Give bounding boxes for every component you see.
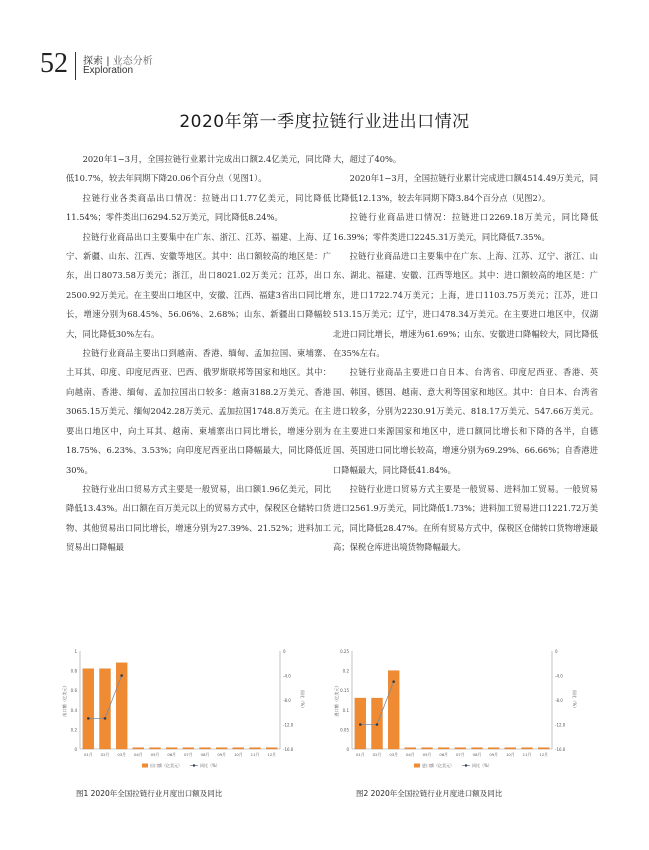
x-tick-label: 08月 [200, 752, 210, 757]
x-tick-label: 12月 [267, 752, 276, 757]
y2-axis-title: 同比（%） [300, 689, 305, 711]
x-tick-label: 02月 [372, 752, 382, 757]
paragraph: 拉链行业商品主要进口自日本、台湾省、印度尼西亚、香港、英国、韩国、德国、越南、意大利等国家和地区。其中：自日本、台湾省进口较多，分别为2230.91万美元、818.17万美元、547.66万美元。在主要进口来源国家和地区中，进口额同比增长和下降的各半，自德国、英国进口同比增长较高，增速分别为69.29%、66.66%；自香港进口降幅最大，同比降低41.84%。 [333, 367, 598, 475]
bar-08月 [200, 748, 211, 749]
y-tick-label: 0 [346, 747, 349, 752]
yoy-point-01月 [87, 717, 90, 720]
paragraph: 拉链行业出口贸易方式主要是一般贸易，出口额1.96亿美元，同比降低13.43%。出口额在百万美元以上的贸易方式中，保税区仓储转口货物、其他贸易出口同比增长，增速分别为27.39%、21.52%；进料加工贸易出口降幅最 [66, 483, 331, 553]
yoy-point-03月 [392, 680, 395, 683]
bar-04月 [405, 748, 416, 749]
y-tick-label: 0.2 [70, 727, 77, 733]
x-tick-label: 11月 [250, 752, 260, 757]
yoy-point-01月 [359, 723, 362, 726]
bar-10月 [233, 748, 244, 749]
y-axis-title: 出口额（亿美元） [62, 683, 67, 717]
x-tick-label: 09月 [489, 752, 498, 757]
legend-line-label: 同比（%） [200, 763, 220, 768]
y2-tick-label: -12.0 [283, 722, 294, 728]
bar-06月 [166, 748, 177, 749]
x-tick-label: 07月 [184, 752, 193, 757]
section-title-cn: 探索 [83, 56, 103, 67]
figure-export-chart [58, 645, 308, 785]
paragraph: 拉链行业商品进口情况：拉链进口2269.18万美元，同比降低16.39%；零件类进口2245.31万美元，同比降低7.35%。 [333, 212, 598, 242]
y-tick-label: 0.6 [70, 688, 77, 694]
bar-09月 [488, 748, 499, 749]
y-tick-label: 0.1 [342, 707, 349, 713]
import-chart-svg [330, 645, 580, 785]
y-tick-label: 0 [74, 747, 77, 752]
y-tick-label: 0.8 [70, 668, 77, 674]
legend-bar-swatch [142, 764, 148, 768]
x-tick-label: 08月 [472, 752, 482, 757]
x-tick-label: 05月 [150, 752, 160, 757]
paragraph-continued: 大，超过了40%。 [333, 154, 402, 164]
page-number: 52 [40, 48, 68, 79]
y2-axis-title: 同比（%） [572, 689, 577, 711]
y-tick-label: 0.2 [342, 668, 349, 674]
legend-line-marker [193, 764, 195, 766]
figure-2-caption: 图2 2020年全国拉链行业月度进口额及同比 [356, 789, 503, 798]
header-divider [75, 52, 76, 80]
legend-bar-label: 进口额（亿美元） [422, 763, 454, 768]
paragraph: 2020年1−3月，全国拉链行业累计完成出口额2.4亿美元，同比降低10.7%，较去年同期下降20.06个百分点（见图1）。 [66, 154, 331, 184]
paragraph: 拉链行业进口贸易方式主要是一般贸易、进料加工贸易。一般贸易进口2561.9万美元，同比降低1.73%；进料加工贸易进口1221.72万美元，同比降低28.47%。在所有贸易方式中，保税区仓储转口货物增速最高；保税仓库进出境货物降幅最大。 [333, 483, 598, 553]
y-tick-label: 0.15 [340, 688, 349, 694]
legend-line-marker [465, 764, 467, 766]
bar-07月 [183, 748, 194, 749]
x-tick-label: 05月 [422, 752, 432, 757]
paragraph: 2020年1−3月，全国拉链行业累计完成进口额4514.49万美元，同比降低12.13%，较去年同期下降3.84个百分点（见图2）。 [333, 173, 598, 203]
x-tick-label: 04月 [406, 752, 415, 757]
y-tick-label: 0.4 [70, 707, 77, 713]
section-title-en: Exploration [83, 65, 134, 76]
section-subtitle: 业态分析 [112, 56, 153, 67]
x-tick-label: 03月 [389, 752, 398, 757]
x-tick-label: 02月 [100, 752, 110, 757]
x-tick-label: 10月 [506, 752, 515, 757]
x-tick-label: 07月 [456, 752, 465, 757]
x-tick-label: 09月 [217, 752, 226, 757]
bar-11月 [250, 748, 261, 749]
bar-12月 [538, 748, 549, 749]
y2-tick-label: -16.0 [555, 747, 566, 752]
y2-tick-label: -8.0 [555, 698, 563, 703]
yoy-point-03月 [120, 674, 123, 677]
paragraph: 拉链行业各类商品出口情况：拉链出口1.77亿美元，同比降低11.54%；零件类出口6294.52万美元，同比降低8.24%。 [66, 192, 331, 223]
bar-08月 [472, 748, 483, 749]
bar-01月 [83, 669, 94, 749]
paragraph: 拉链行业商品进口主要集中在广东、上海、江苏、辽宁、浙江、山东、湖北、福建、安徽、江西等地区。其中：进口额较高的地区是：广东，进口1722.74万美元；上海，进口1103.75万美元；江苏，进口513.15万美元；辽宁，进口478.34万美元。在主要进口地区中，仅湖北进口同比增长，增速为61.69%；山东、安徽进口降幅较大，同比降低在35%左右。 [333, 251, 598, 359]
y-tick-label: 0.25 [340, 649, 349, 654]
article-title: 2020年第一季度拉链行业进出口情况 [179, 112, 470, 132]
y2-tick-label: 0 [283, 649, 286, 654]
y-axis-title: 进口额（亿美元） [334, 683, 339, 717]
x-tick-label: 10月 [234, 752, 243, 757]
x-tick-label: 01月 [356, 752, 365, 757]
paragraph: 拉链行业商品出口主要集中在广东、浙江、江苏、福建、上海、辽宁、新疆、山东、江西、安徽等地区。其中：出口额较高的地区是：广东，出口8073.58万美元；浙江，出口8021.02万美元；江苏，出口2500.92万美元。在主要出口地区中，安徽、江西、福建3省出口同比增长，增速分别为68.45%、56.06%、2.68%；山东、新疆出口降幅较大，同比降低30%左右。 [66, 231, 331, 339]
figure-import-chart [330, 645, 580, 785]
yoy-point-02月 [104, 717, 107, 720]
bar-04月 [133, 748, 144, 749]
bar-05月 [422, 748, 433, 749]
bar-11月 [522, 748, 533, 749]
x-tick-label: 06月 [439, 752, 448, 757]
legend-bar-label: 出口额（亿美元） [150, 763, 182, 768]
x-tick-label: 03月 [117, 752, 126, 757]
yoy-point-02月 [376, 723, 379, 726]
y2-tick-label: 0 [555, 649, 558, 654]
bar-10月 [505, 748, 516, 749]
paragraph: 拉链行业商品主要出口到越南、香港、缅甸、孟加拉国、柬埔寨、土耳其、印度、印度尼西亚、巴西、俄罗斯联邦等国家和地区。其中：向越南、香港、缅甸、孟加拉国出口较多：越南3188.2万美元、香港3065.15万美元、缅甸2042.28万美元、孟加拉国1748.8万美元。在主要出口地区中，向土耳其、越南、柬埔寨出口同比增长，增速分别为18.75%、6.23%、3.53%；向印度尼西亚出口降幅最大，同比降低近30%。 [66, 348, 331, 475]
export-chart-svg [58, 645, 308, 785]
y2-tick-label: -4.0 [555, 673, 563, 679]
bar-12月 [266, 748, 277, 749]
x-tick-label: 06月 [167, 752, 176, 757]
x-tick-label: 04月 [134, 752, 143, 757]
y2-tick-label: -16.0 [283, 747, 294, 752]
y2-tick-label: -8.0 [283, 698, 291, 703]
x-tick-label: 12月 [539, 752, 548, 757]
figure-1-caption: 图1 2020年全国拉链行业月度出口额及同比 [76, 789, 223, 798]
article-column-right [333, 150, 598, 558]
legend-line-label: 同比（%） [472, 763, 492, 768]
y2-tick-label: -12.0 [555, 722, 566, 728]
y2-tick-label: -4.0 [283, 673, 291, 679]
bar-05月 [150, 748, 161, 749]
y-tick-label: 0.05 [340, 727, 349, 733]
y-tick-label: 1 [74, 649, 77, 654]
section-separator: | [106, 56, 113, 67]
bar-06月 [438, 748, 449, 749]
bar-07月 [455, 748, 466, 749]
bar-09月 [216, 748, 227, 749]
legend-bar-swatch [414, 764, 420, 768]
article-column-left [66, 150, 331, 558]
x-tick-label: 11月 [522, 752, 532, 757]
x-tick-label: 01月 [84, 752, 93, 757]
